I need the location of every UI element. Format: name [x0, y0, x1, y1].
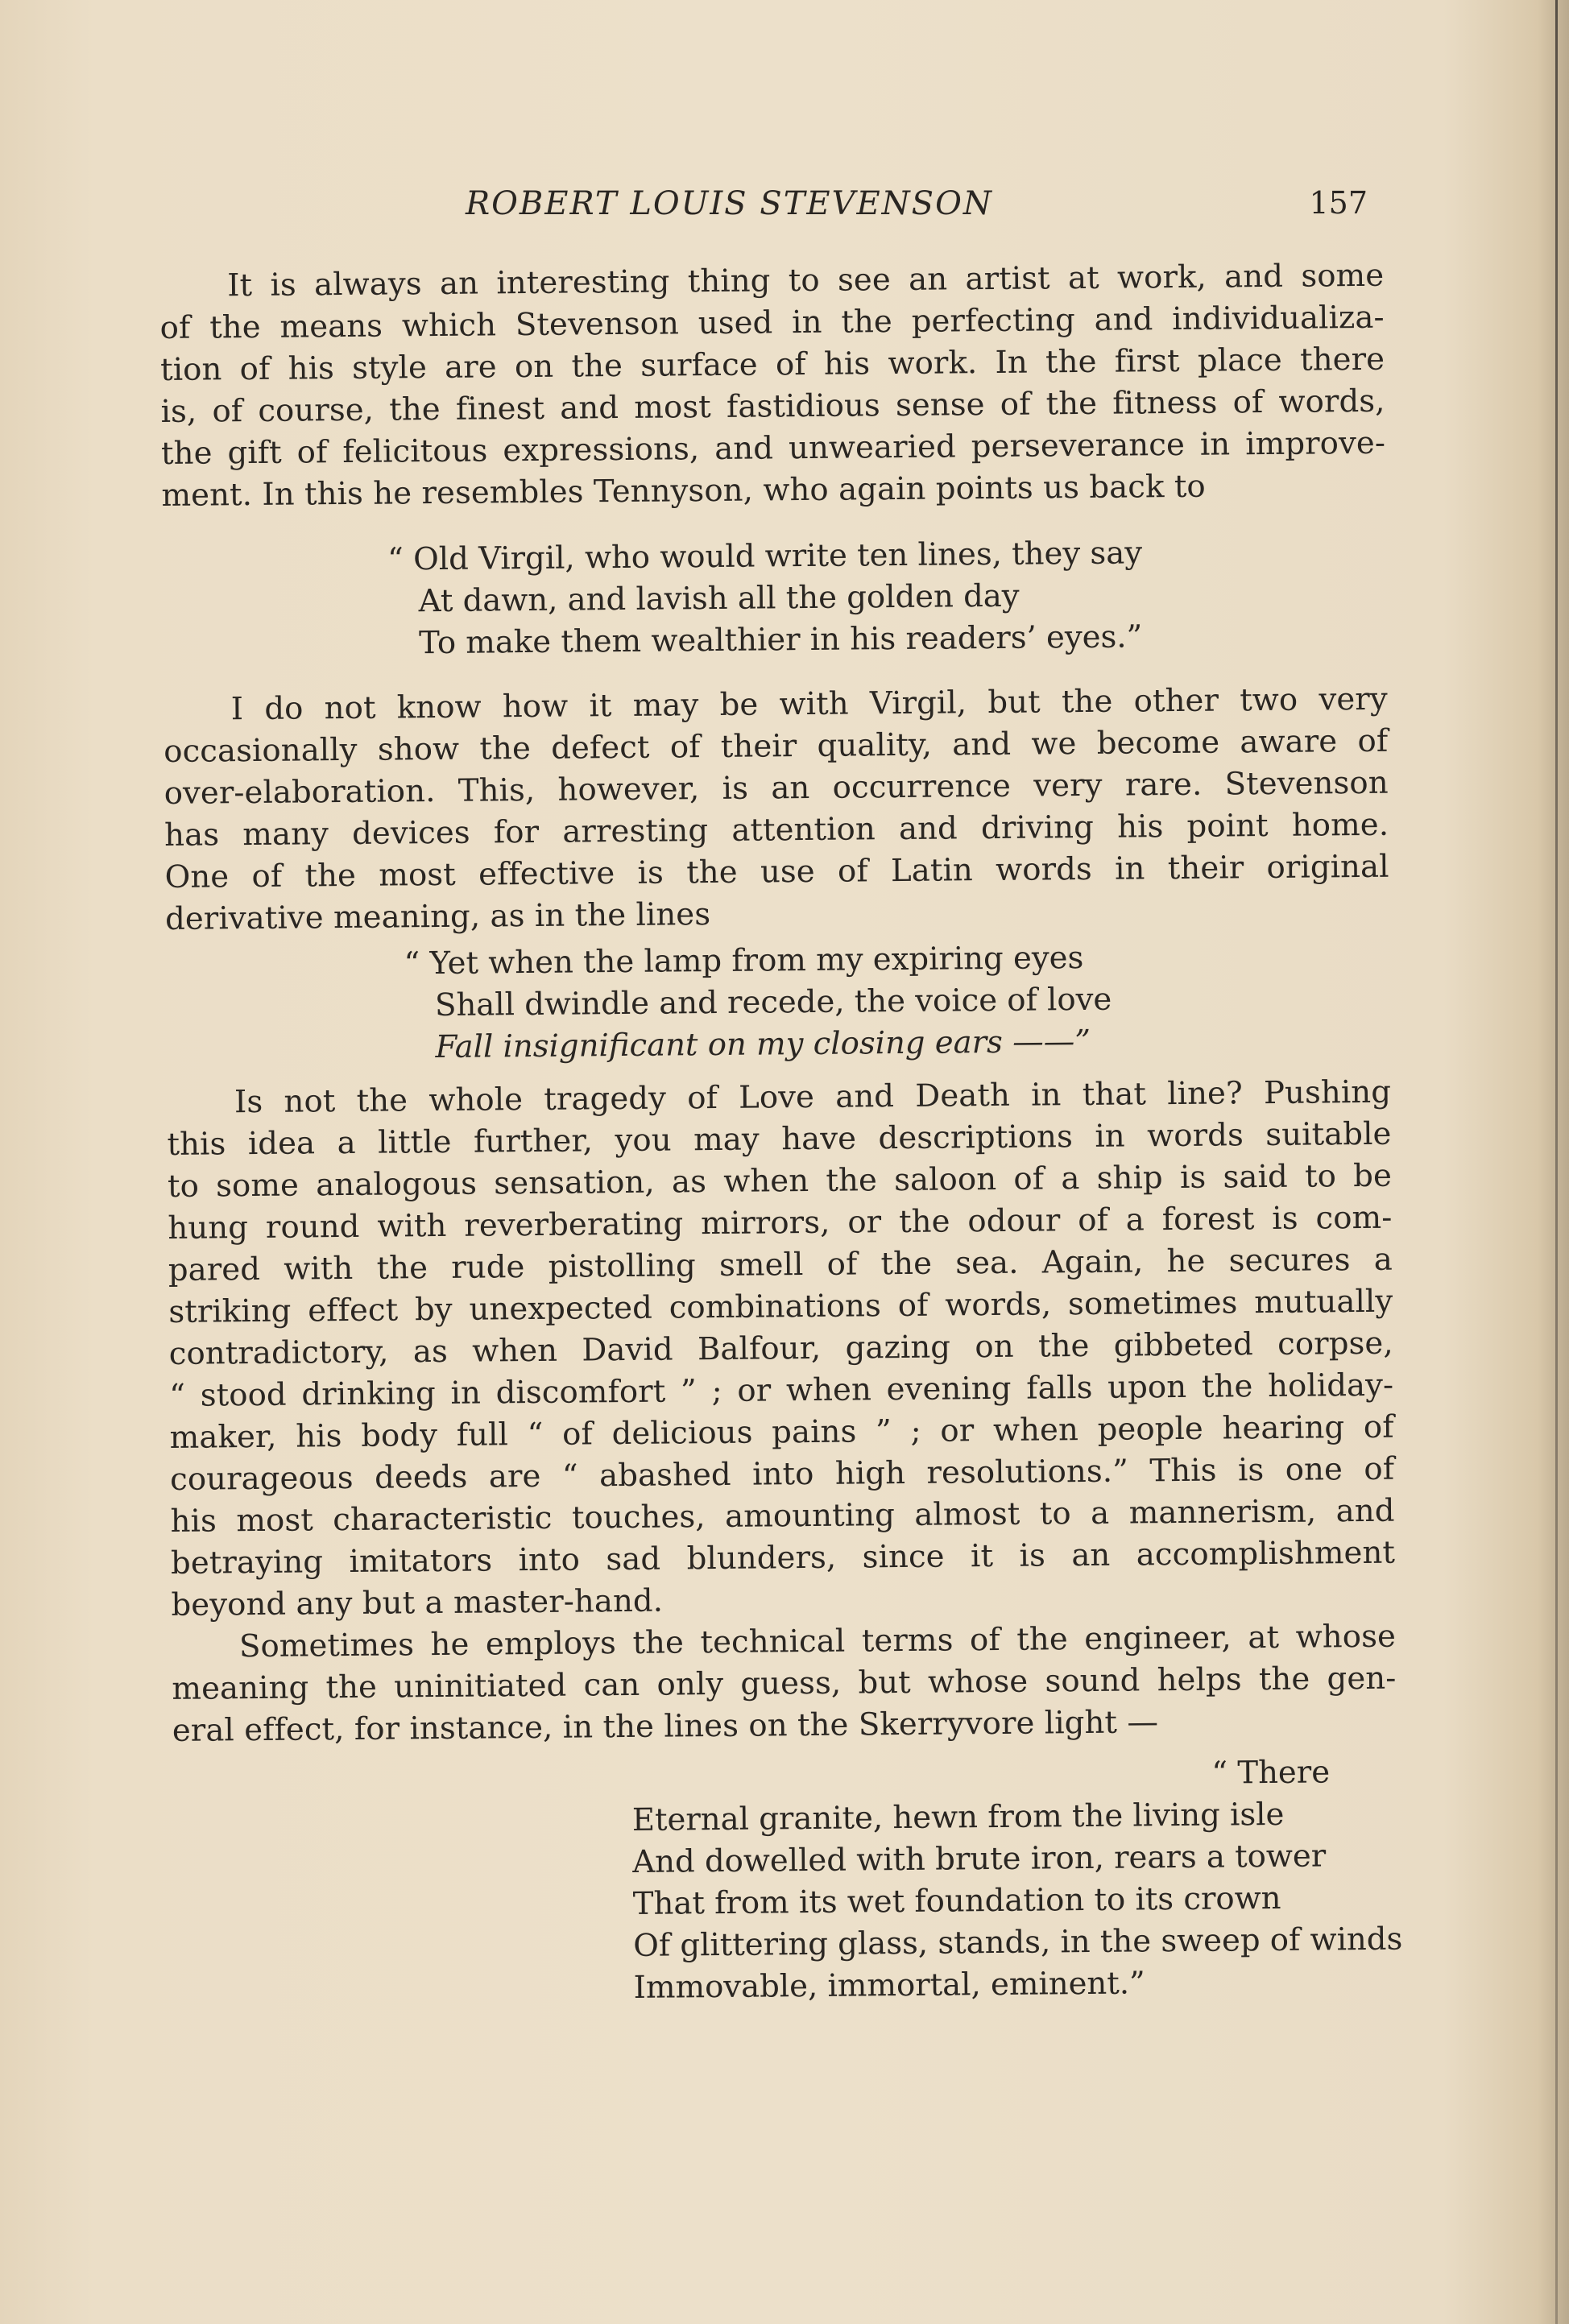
paragraph-3: [167, 1072, 1396, 1627]
text-line: has many devices for arresting attention and driving his point home.: [164, 806, 1389, 854]
paragraph-2: [164, 679, 1390, 941]
text-line: Is not the whole tragedy of Love and Death in that line? Pushing: [234, 1073, 1392, 1121]
text-line: derivative meaning, as in the lines: [164, 896, 711, 937]
verse-line: Immovable, immortal, eminent.”: [633, 1965, 1145, 2006]
running-head: ROBERT LOUIS STEVENSON: [466, 185, 993, 222]
text-line: courageous deeds are “ abashed into high resolutions.” This is one of: [169, 1450, 1395, 1498]
text-line: beyond any but a master-hand.: [171, 1582, 664, 1623]
text-line: contradictory, as when David Balfour, gazing on the gibbeted corpse,: [168, 1325, 1393, 1372]
paragraph-1: [159, 255, 1386, 517]
text-line: hung round with reverberating mirrors, or the odour of a forest is com-: [168, 1199, 1393, 1247]
verse-line: “ There: [1211, 1754, 1331, 1792]
verse-line: Fall insignificant on my closing ears ——”: [435, 1023, 1091, 1066]
paragraph-4: [172, 1616, 1397, 1752]
verse-quotation-1: [387, 531, 1387, 665]
text-line: his most characteristic touches, amounting almost to a mannerism, and: [170, 1492, 1395, 1540]
text-line: One of the most effective is the use of Latin words in their original: [164, 848, 1389, 895]
verse-line: Eternal granite, hewn from the living isle: [631, 1796, 1285, 1838]
verse-line: To make them wealthier in his readers’ eyes.”: [418, 618, 1143, 662]
verse-line: “ Yet when the lamp from my expiring eyes: [404, 940, 1084, 982]
verse-quotation-2: [404, 935, 1390, 1069]
text-line: meaning the uninitiated can only guess, but whose sound helps the gen-: [172, 1660, 1397, 1707]
verse-line: Shall dwindle and recede, the voice of love: [434, 981, 1112, 1024]
page-header: [466, 185, 1368, 234]
text-line: of the means which Stevenson used in the perfecting and individualiza-: [159, 299, 1385, 346]
text-line: tion of his style are on the surface of his work. In the first place there: [159, 341, 1385, 388]
text-line: eral effect, for instance, in the lines on the Skerryvore light —: [172, 1704, 1159, 1749]
verse-quotation-3: [470, 1751, 1403, 2011]
text-line: occasionally show the defect of their quality, and we become aware of: [164, 722, 1389, 770]
verse-line: At dawn, and lavish all the golden day: [418, 577, 1020, 620]
verse-line: That from its wet foundation to its crown: [632, 1879, 1281, 1922]
text-line: maker, his body full “ of delicious pains ” ; or when people hearing of: [169, 1408, 1394, 1456]
text-line: I do not know how it may be with Virgil, but the other two very: [230, 680, 1388, 728]
text-line: to some analogous sensation, as when the saloon of a ship is said to be: [167, 1157, 1393, 1205]
page-number: 157: [1309, 185, 1368, 221]
text-line: is, of course, the finest and most fastidious sense of the fitness of words,: [160, 383, 1385, 430]
verse-line: Of glittering glass, stands, in the sweep of winds: [633, 1921, 1403, 1964]
text-line: striking effect by unexpected combinations of words, sometimes mutually: [168, 1283, 1393, 1330]
text-line: “ stood drinking in discomfort ” ; or when evening falls upon the holiday-: [169, 1367, 1394, 1414]
text-line: pared with the rude pistolling smell of the sea. Again, he secures a: [168, 1241, 1393, 1288]
body-text: [159, 255, 1403, 2032]
text-line: It is always an interesting thing to see an artist at work, and some: [227, 257, 1385, 304]
text-line: over-elaboration. This, however, is an occurrence very rare. Stevenson: [164, 764, 1389, 812]
verse-line: And dowelled with brute iron, rears a tower: [632, 1838, 1327, 1880]
verse-line: “ Old Virgil, who would write ten lines, they say: [387, 535, 1143, 578]
page-edge: [1555, 0, 1558, 2324]
text-line: ment. In this he resembles Tennyson, who again points us back to: [161, 468, 1206, 514]
text-line: this idea a little further, you may have descriptions in words suitable: [167, 1115, 1392, 1163]
text-line: betraying imitators into sad blunders, since it is an accomplishment: [170, 1534, 1396, 1582]
text-line: the gift of felicitous expressions, and unwearied perseverance in improve-: [160, 424, 1386, 472]
text-line: Sometimes he employs the technical terms of the engineer, at whose: [238, 1618, 1397, 1665]
